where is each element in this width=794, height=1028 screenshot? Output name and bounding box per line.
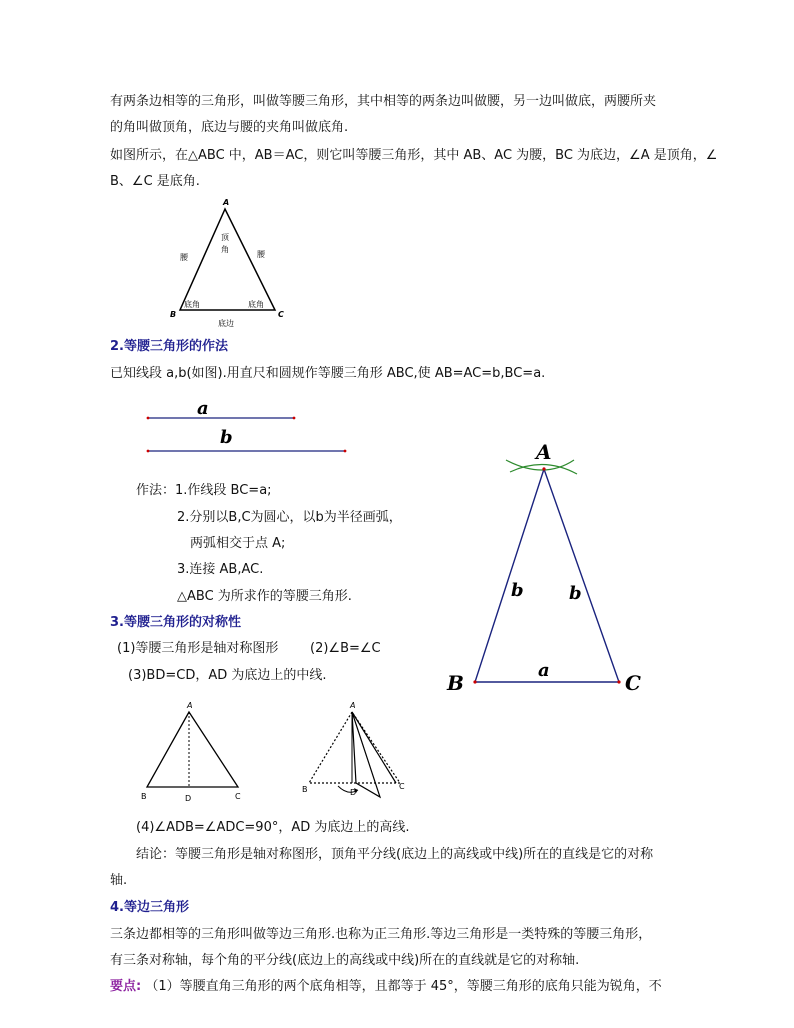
symmetry-point-2: (2)∠B=∠C bbox=[310, 641, 381, 656]
constructed-triangle bbox=[475, 469, 619, 682]
symmetry-point-3: (3)BD=CD，AD 为底边上的中线. bbox=[128, 668, 327, 683]
construct-label-B: B bbox=[447, 671, 464, 695]
construct-label-A: A bbox=[536, 440, 552, 464]
construction-step-1: 作法：1.作线段 BC=a; bbox=[136, 483, 272, 498]
intro-line-2: 的角叫做顶角，底边与腰的夹角叫做底角. bbox=[110, 120, 349, 135]
segment-b-label: b bbox=[220, 427, 233, 448]
intro-line-3: 如图所示，在△ABC 中，AB＝AC，则它叫等腰三角形，其中 AB、AC 为腰，BC 为底边，∠A 是顶角，∠ bbox=[110, 148, 718, 163]
segment-a-end bbox=[293, 417, 296, 420]
fig3-label-D: D bbox=[185, 794, 192, 803]
fig1-label-A: A bbox=[223, 198, 230, 207]
fig1-base-label: 底边 bbox=[218, 319, 234, 328]
fig1-label-C: C bbox=[278, 310, 284, 319]
construct-label-C: C bbox=[625, 671, 641, 695]
point-C bbox=[617, 680, 620, 683]
fig1-apex-char2: 角 bbox=[221, 245, 229, 254]
section3-heading: 3.等腰三角形的对称性 bbox=[110, 615, 241, 630]
fig3-label-C: C bbox=[235, 792, 241, 801]
segment-a-start bbox=[147, 417, 150, 420]
symmetry-point-4: (4)∠ADB=∠ADC=90°，AD 为底边上的高线. bbox=[136, 820, 410, 835]
section2-heading: 2.等腰三角形的作法 bbox=[110, 339, 228, 354]
segment-a-label: a bbox=[197, 398, 209, 419]
fig4-label-C: C bbox=[399, 782, 405, 791]
given-segments bbox=[140, 394, 360, 458]
construct-label-a: a bbox=[538, 660, 550, 681]
construct-label-right-b: b bbox=[569, 583, 582, 604]
fold-right-edge bbox=[352, 712, 396, 783]
fig1-base-angle-left: 底角 bbox=[184, 300, 200, 309]
fig3-label-B: B bbox=[141, 792, 147, 801]
intro-line-4: B、∠C 是底角. bbox=[110, 174, 200, 189]
key-point-label: 要点: bbox=[110, 979, 142, 994]
key-point-line bbox=[110, 979, 662, 995]
triangle-outline bbox=[180, 209, 275, 310]
fig1-base-angle-right: 底角 bbox=[248, 300, 264, 309]
construction-step-2b: 两弧相交于点 A; bbox=[190, 536, 286, 551]
conclusion-line-2: 轴. bbox=[110, 873, 128, 888]
folded-flap bbox=[352, 712, 380, 797]
key-point-text: （1）等腰直角三角形的两个底角相等，且都等于 45°，等腰三角形的底角只能为锐角，不 bbox=[145, 979, 662, 994]
fig4-label-D: D bbox=[350, 788, 357, 797]
fig4-label-A: A bbox=[350, 701, 356, 710]
section2-given: 已知线段 a,b(如图).用直尺和圆规作等腰三角形 ABC,使 AB=AC=b,BC=a. bbox=[110, 366, 546, 381]
median-triangle bbox=[147, 712, 238, 787]
segment-b-start bbox=[147, 450, 150, 453]
conclusion-line-1: 结论：等腰三角形是轴对称图形，顶角平分线(底边上的高线或中线)所在的直线是它的对称 bbox=[136, 847, 654, 862]
median-figure bbox=[132, 696, 262, 806]
construct-label-left-b: b bbox=[511, 580, 524, 601]
construction-step-3: 3.连接 AB,AC. bbox=[177, 562, 264, 577]
fig1-leg-right: 腰 bbox=[257, 250, 265, 259]
fig4-label-B: B bbox=[302, 785, 308, 794]
construction-result: △ABC 为所求作的等腰三角形. bbox=[177, 589, 352, 604]
fig1-label-B: B bbox=[170, 310, 177, 319]
intro-line-1: 有两条边相等的三角形，叫做等腰三角形，其中相等的两条边叫做腰，另一边叫做底，两腰所夹 bbox=[110, 94, 657, 109]
section4-heading: 4.等边三角形 bbox=[110, 900, 189, 915]
segment-b-end bbox=[344, 450, 347, 453]
point-A bbox=[542, 467, 545, 470]
point-B bbox=[473, 680, 476, 683]
symmetry-point-1: (1)等腰三角形是轴对称图形 bbox=[117, 641, 279, 656]
section4-line-2: 有三条对称轴，每个角的平分线(底边上的高线或中线)所在的直线就是它的对称轴. bbox=[110, 953, 580, 968]
fig1-leg-left: 腰 bbox=[180, 253, 188, 262]
construction-step-2: 2.分别以B,C为圆心，以b为半径画弧， bbox=[177, 510, 402, 525]
fig1-apex-char1: 顶 bbox=[221, 233, 229, 242]
section4-line-1: 三条边都相等的三角形叫做等边三角形.也称为正三角形.等边三角形是一类特殊的等腰三角形， bbox=[110, 927, 652, 942]
folding-figure bbox=[296, 696, 426, 806]
isosceles-labeled-figure bbox=[160, 195, 300, 333]
fig3-label-A: A bbox=[187, 701, 193, 710]
construction-figure bbox=[440, 438, 650, 700]
